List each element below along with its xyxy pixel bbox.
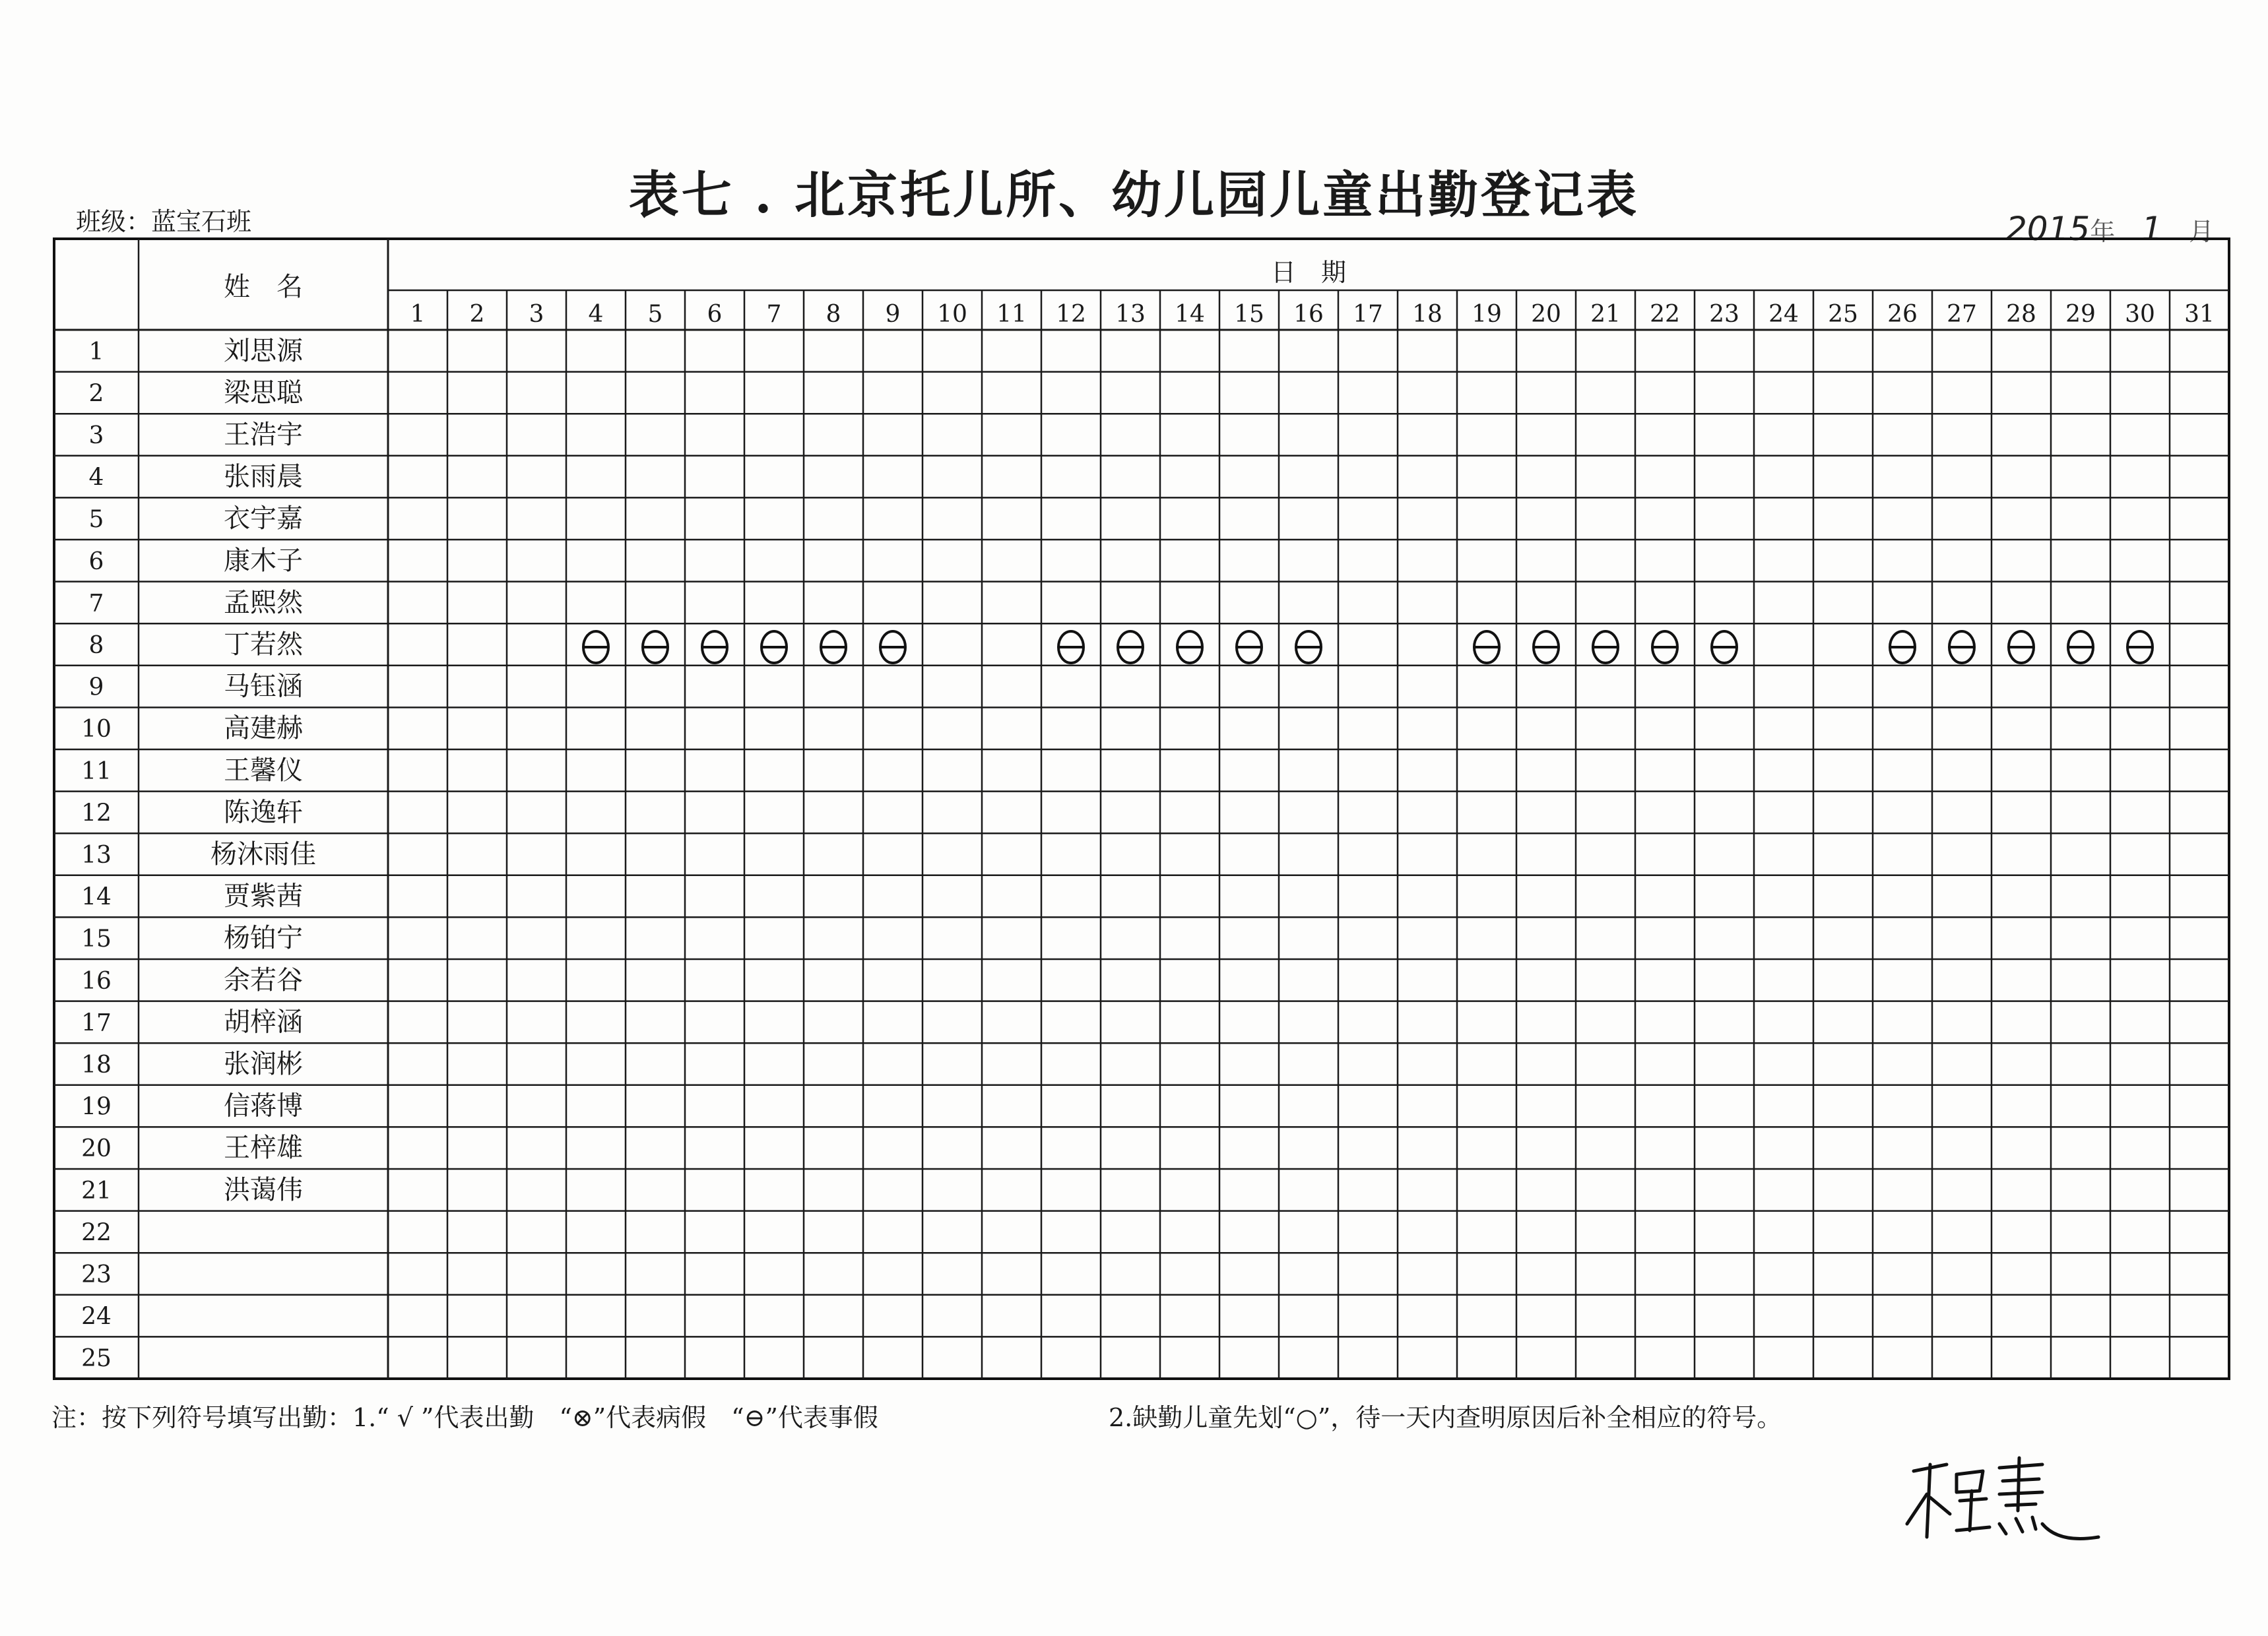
attendance-mark xyxy=(1652,631,1677,663)
student-name: 张雨晨 xyxy=(224,461,303,492)
student-name: 王梓雄 xyxy=(224,1133,303,1164)
student-name: 陈逸轩 xyxy=(224,797,303,828)
attendance-mark xyxy=(2009,631,2034,663)
row-number: 2 xyxy=(88,380,104,408)
row-number: 1 xyxy=(88,338,104,365)
attendance-mark xyxy=(583,631,608,663)
day-header: 25 xyxy=(1828,301,1858,328)
day-header: 1 xyxy=(410,301,426,328)
day-header: 13 xyxy=(1115,301,1146,328)
month-label: 月 xyxy=(2189,217,2215,246)
day-header: 23 xyxy=(1709,301,1739,328)
attendance-mark xyxy=(2127,631,2153,663)
student-name: 孟熙然 xyxy=(224,587,303,618)
row-number: 21 xyxy=(81,1177,112,1205)
day-header: 2 xyxy=(469,301,485,328)
attendance-mark xyxy=(1890,631,1915,663)
day-header: 26 xyxy=(1887,301,1918,328)
attendance-mark xyxy=(1712,631,1737,663)
student-name: 胡梓涵 xyxy=(224,1007,303,1038)
attendance-mark xyxy=(643,631,668,663)
row-number: 12 xyxy=(81,800,112,827)
row-number: 16 xyxy=(81,967,112,995)
day-header: 31 xyxy=(2184,301,2215,328)
day-header: 22 xyxy=(1650,301,1680,328)
day-header: 27 xyxy=(1947,301,1977,328)
name-column-header: 姓 名 xyxy=(224,272,303,302)
student-name: 洪蔼伟 xyxy=(224,1174,303,1205)
day-header: 4 xyxy=(588,301,604,328)
row-number: 8 xyxy=(88,632,104,659)
day-header: 5 xyxy=(647,301,663,328)
row-number: 24 xyxy=(81,1303,112,1331)
day-header: 7 xyxy=(766,301,782,328)
row-number: 11 xyxy=(81,757,112,785)
student-name: 衣宇嘉 xyxy=(224,503,303,534)
attendance-mark xyxy=(1177,631,1202,663)
day-header: 15 xyxy=(1234,301,1264,328)
day-header: 19 xyxy=(1472,301,1502,328)
row-number: 14 xyxy=(81,883,112,911)
student-name: 张润彬 xyxy=(224,1049,303,1079)
class-label: 班级：蓝宝石班 xyxy=(76,207,252,236)
row-number: 4 xyxy=(88,464,104,491)
year-value: 2015 xyxy=(2006,210,2090,248)
row-number: 20 xyxy=(81,1135,112,1163)
student-name: 杨铂宁 xyxy=(224,923,303,954)
student-name: 王浩宇 xyxy=(224,420,303,450)
attendance-mark xyxy=(821,631,846,663)
attendance-mark xyxy=(1237,631,1262,663)
day-header: 20 xyxy=(1531,301,1561,328)
attendance-mark xyxy=(1118,631,1143,663)
row-number: 7 xyxy=(88,590,104,617)
day-header: 17 xyxy=(1353,301,1383,328)
row-number: 3 xyxy=(88,422,104,449)
attendance-mark xyxy=(1296,631,1321,663)
row-number: 10 xyxy=(81,716,112,743)
month-value: 1 xyxy=(2141,210,2163,248)
day-header: 16 xyxy=(1293,301,1324,328)
student-name: 丁若然 xyxy=(224,629,303,660)
row-number: 25 xyxy=(81,1345,112,1373)
row-number: 9 xyxy=(88,674,104,701)
row-number: 17 xyxy=(81,1009,112,1037)
year-label: 年 xyxy=(2090,217,2116,246)
day-header: 29 xyxy=(2065,301,2096,328)
table-border xyxy=(54,239,2229,1379)
student-name: 梁思聪 xyxy=(224,377,303,408)
student-name: 信蒋博 xyxy=(224,1090,303,1121)
attendance-mark xyxy=(1949,631,1974,663)
day-header: 18 xyxy=(1412,301,1442,328)
attendance-mark xyxy=(761,631,787,663)
row-number: 15 xyxy=(81,926,112,953)
day-header: 9 xyxy=(885,301,901,328)
student-name: 王馨仪 xyxy=(224,755,303,786)
signature xyxy=(1900,1445,2112,1544)
day-header: 24 xyxy=(1768,301,1799,328)
day-header: 28 xyxy=(2006,301,2036,328)
day-header: 3 xyxy=(529,301,544,328)
absence-note: 2.缺勤儿童先划“○”，待一天内查明原因后补全相应的符号。 xyxy=(1109,1403,1782,1432)
day-header: 30 xyxy=(2125,301,2155,328)
row-number: 23 xyxy=(81,1261,112,1288)
day-header: 8 xyxy=(826,301,841,328)
row-number: 19 xyxy=(81,1093,112,1121)
student-name: 余若谷 xyxy=(224,964,303,995)
attendance-mark xyxy=(1593,631,1618,663)
attendance-mark xyxy=(1534,631,1559,663)
attendance-mark xyxy=(702,631,727,663)
row-number: 18 xyxy=(81,1052,112,1079)
student-name: 马钰涵 xyxy=(224,671,303,702)
attendance-mark xyxy=(1474,631,1499,663)
row-number: 5 xyxy=(88,506,104,534)
student-name: 高建赫 xyxy=(224,713,303,744)
day-header: 6 xyxy=(707,301,723,328)
student-name: 康木子 xyxy=(224,545,303,576)
row-number: 13 xyxy=(81,842,112,869)
day-header: 10 xyxy=(937,301,967,328)
form-title: 表七 . 北京托儿所、幼儿园儿童出勤登记表 xyxy=(628,166,1640,224)
day-header: 11 xyxy=(996,301,1027,328)
day-header: 14 xyxy=(1175,301,1205,328)
student-name: 刘思源 xyxy=(224,335,303,366)
student-name: 贾紫茜 xyxy=(224,881,303,912)
student-name: 杨沐雨佳 xyxy=(211,839,316,869)
date-column-header: 日 期 xyxy=(1270,258,1347,287)
day-header: 12 xyxy=(1056,301,1086,328)
day-header: 21 xyxy=(1590,301,1621,328)
attendance-mark xyxy=(1058,631,1084,663)
legend-note: 注：按下列符号填写出勤：1.“ √ ”代表出勤 “⊗”代表病假 “⊖”代表事假 xyxy=(51,1403,878,1432)
row-number: 22 xyxy=(81,1219,112,1247)
attendance-mark xyxy=(2068,631,2093,663)
row-number: 6 xyxy=(88,548,104,575)
attendance-mark xyxy=(880,631,905,663)
